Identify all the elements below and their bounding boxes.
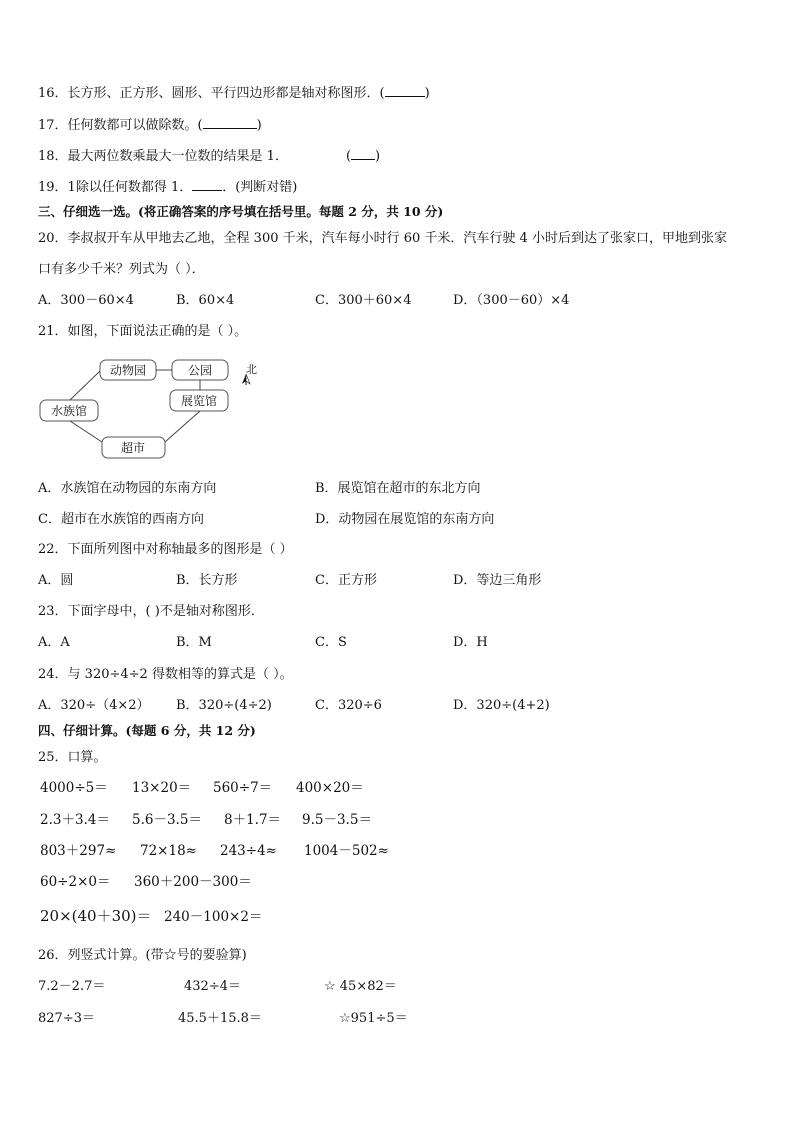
- option-b[interactable]: B．320÷(4÷2): [176, 698, 272, 713]
- paren-open: (: [345, 149, 352, 164]
- calc-item: 432÷4＝: [184, 979, 241, 994]
- option-c[interactable]: C．超市在水族馆的西南方向: [38, 512, 204, 527]
- option-a[interactable]: A．圆: [38, 573, 74, 588]
- calc-item: 1004－502≈: [304, 843, 389, 859]
- calc-item: 9.5－3.5＝: [302, 812, 372, 828]
- option-b[interactable]: B．60×4: [176, 293, 235, 308]
- paren-close: ): [256, 118, 262, 133]
- section-4-heading: 四、仔细计算。(每题 6 分，共 12 分): [38, 723, 256, 738]
- option-c[interactable]: C．S: [315, 635, 347, 650]
- answer-blank[interactable]: [351, 146, 375, 160]
- paren-close: ): [424, 86, 430, 101]
- option-a[interactable]: A．320÷（4×2）: [38, 698, 150, 713]
- option-d[interactable]: D．（300－60）×4: [453, 293, 570, 308]
- calc-item: 243÷4≈: [220, 843, 277, 859]
- question-23-stem: 23．下面字母中，( )不是轴对称图形．: [38, 604, 264, 619]
- question-22-stem: 22．下面所列图中对称轴最多的图形是（ ）: [38, 542, 293, 557]
- question-19: [38, 177, 297, 196]
- question-25-stem: 25．口算。: [38, 750, 107, 765]
- answer-blank[interactable]: [192, 177, 222, 191]
- north-label: 北: [246, 363, 257, 376]
- question-19-text-b: ．(判断对错): [222, 180, 298, 195]
- question-20-line1: 20．李叔叔开车从甲地去乙地，全程 300 千米，汽车每小时行 60 千米．汽车行驶 4 小时后到达了张家口，甲地到张家: [38, 231, 727, 246]
- question-20-line2: 口有多少千米？列式为（ ）．: [38, 262, 205, 277]
- question-16-text: 16．长方形、正方形、圆形、平行四边形都是轴对称图形．(: [38, 86, 385, 101]
- calc-item: 72×18≈: [140, 843, 197, 859]
- calc-item: 803＋297≈: [40, 843, 117, 859]
- option-b[interactable]: B．长方形: [176, 573, 238, 588]
- question-17-text: 17．任何数都可以做除数。(: [38, 118, 203, 133]
- calc-item: 360＋200－300＝: [134, 874, 252, 890]
- node-aquarium-label: 水族馆: [50, 404, 88, 418]
- paren-close: ): [375, 149, 381, 164]
- option-c[interactable]: C．300＋60×4: [315, 293, 412, 308]
- question-18-text: 18．最大两位数乘最大一位数的结果是 1．: [38, 149, 288, 164]
- option-d[interactable]: D．320÷(4+2): [453, 698, 550, 713]
- question-18: [38, 146, 380, 165]
- node-zoo-label: 动物园: [109, 363, 147, 378]
- direction-diagram: [36, 355, 276, 463]
- calc-item: 60÷2×0＝: [40, 874, 111, 890]
- question-21-stem: 21．如图，下面说法正确的是（ ）。: [38, 324, 248, 339]
- option-d[interactable]: D．动物园在展览馆的东南方向: [315, 512, 495, 527]
- calc-item: 5.6－3.5＝: [132, 812, 202, 828]
- node-park-label: 公园: [187, 363, 213, 378]
- calc-item: 400×20＝: [296, 780, 364, 796]
- option-c[interactable]: C．320÷6: [315, 698, 382, 713]
- calc-item: ☆ 45×82＝: [324, 979, 397, 994]
- answer-blank[interactable]: [385, 83, 425, 97]
- option-c[interactable]: C．正方形: [315, 573, 377, 588]
- calc-item: ☆951÷5＝: [339, 1011, 408, 1026]
- question-19-text-a: 19．1除以任何数都得 1．: [38, 180, 193, 195]
- option-a[interactable]: A．300－60×4: [38, 293, 134, 308]
- calc-item: 240－100×2＝: [164, 909, 263, 925]
- calc-item: 7.2－2.7＝: [38, 979, 106, 994]
- question-24-stem: 24．与 320÷4÷2 得数相等的算式是（ ）。: [38, 667, 293, 682]
- calc-item: 4000÷5＝: [40, 780, 108, 796]
- option-b[interactable]: B．展览馆在超市的东北方向: [315, 481, 481, 496]
- calc-item: 45.5＋15.8＝: [178, 1011, 262, 1026]
- link-zoo-aquarium: [70, 371, 100, 400]
- option-a[interactable]: A．A: [38, 635, 70, 650]
- question-16: [38, 83, 430, 102]
- option-b[interactable]: B．M: [176, 635, 212, 650]
- option-d[interactable]: D．等边三角形: [453, 573, 542, 588]
- link-supermarket-exhibition: [165, 411, 200, 442]
- option-a[interactable]: A．水族馆在动物园的东南方向: [38, 481, 217, 496]
- option-d[interactable]: D．H: [453, 635, 488, 650]
- question-17: [38, 115, 262, 134]
- answer-blank[interactable]: [203, 115, 257, 129]
- calc-item: 20×(40＋30)＝: [40, 907, 152, 925]
- question-26-stem: 26．列竖式计算。(带☆号的要验算): [38, 948, 247, 963]
- section-3-heading: 三、仔细选一选。(将正确答案的序号填在括号里。每题 2 分，共 10 分): [38, 204, 444, 219]
- node-exhibition-label: 展览馆: [180, 394, 218, 408]
- node-supermarket-label: 超市: [120, 441, 146, 455]
- calc-item: 2.3＋3.4＝: [40, 812, 110, 828]
- calc-item: 827÷3＝: [38, 1011, 95, 1026]
- calc-item: 560÷7＝: [213, 780, 273, 796]
- calc-item: 8＋1.7＝: [224, 812, 282, 828]
- link-aquarium-supermarket: [70, 421, 102, 442]
- calc-item: 13×20＝: [132, 780, 192, 796]
